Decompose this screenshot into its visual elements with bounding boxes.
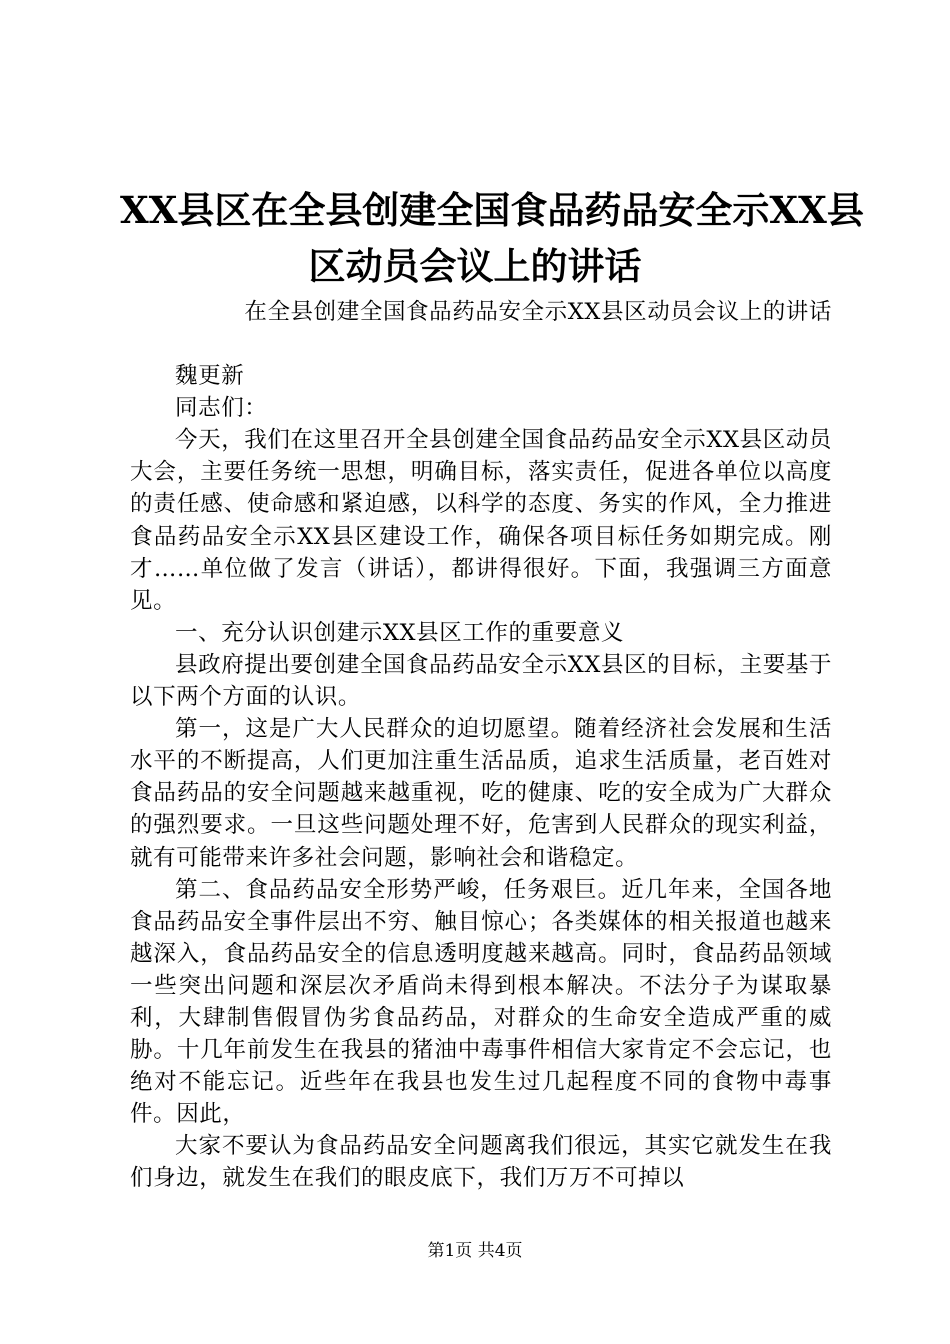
salutation: 同志们： [175,395,268,422]
blank-line [130,328,832,360]
paragraph-second-point: 第二、食品药品安全形势严峻，任务艰巨。近几年来，全国各地食品药品安全事件层出不穷、触目惊心；各类媒体的相关报道也越来越深入，食品药品安全的信息透明度越来越高。同时，食品药品领域一些突出问题和深层次矛盾尚未得到根本解决。不法分子为谋取暴利，大肆制售假冒伪劣食品药品，对群众的生命安全造成严重的威胁。十几年前发生在我县的猪油中毒事件相信大家肯定不会忘记，也绝对不能忘记。近些年在我县也发生过几起程度不同的食物中毒事件。因此， [130,876,832,1128]
section-heading-1: 一、充分认识创建示XX县区工作的重要意义 [175,619,625,646]
document-subtitle: 在全县创建全国食品药品安全示XX县区动员会议上的讲话 [244,299,832,325]
author-name: 魏更新 [175,363,245,390]
paragraph-first-point: 第一，这是广大人民群众的迫切愿望。随着经济社会发展和生活水平的不断提高，人们更加注重生活品质，追求生活质量，老百姓对食品药品的安全问题越来越重视，吃的健康、吃的安全成为广大群众的强烈要求。一旦这些问题处理不好，危害到人民群众的现实利益，就有可能带来许多社会问题，影响社会和谐稳定。 [130,716,832,871]
paragraph-continuation: 大家不要认为食品药品安全问题离我们很远，其实它就发生在我们身边，就发生在我们的眼皮底下，我们万万不可掉以 [130,1133,832,1192]
paragraph-opening: 今天，我们在这里召开全县创建全国食品药品安全示XX县区动员大会，主要任务统一思想，明确目标，落实责任，促进各单位以高度的责任感、使命感和紧迫感，以科学的态度、务实的作风，全力推进食品药品安全示XX县区建设工作，确保各项目标任务如期完成。刚才……单位做了发言（讲话），都讲得很好。下面，我强调三方面意见。 [130,427,832,614]
document-title-line-1: XX县区在全县创建全国食品药品安全示XX县 [120,188,864,232]
document-body [130,296,832,1194]
page-footer: 第1页 共4页 [427,1241,523,1261]
document-title-line-2: 区动员会议上的讲话 [308,244,642,288]
paragraph-intro: 县政府提出要创建全国食品药品安全示XX县区的目标，主要基于以下两个方面的认识。 [130,651,832,711]
